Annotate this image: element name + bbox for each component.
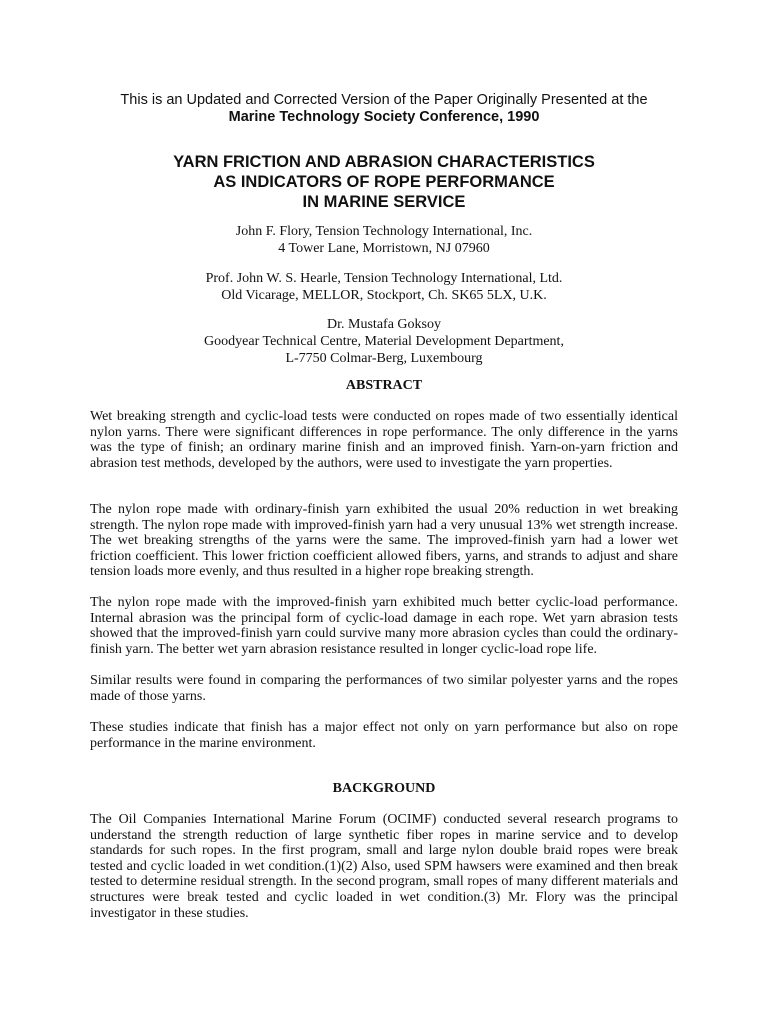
abstract-paragraph-3: The nylon rope made with the improved-finish yarn exhibited much better cyclic-load performance. Internal abrasion was the principal form of cyclic-load damage in each rope. Wet yarn abrasion tests showed that the improved-finish yarn could survive many more abrasion cycles than could the ordinary-finish yarn. The better wet yarn abrasion resistance resulted in longer cyclic-load rope life. [90,595,678,657]
abstract-paragraph-5: These studies indicate that finish has a major effect not only on yarn performance but also on rope performance in the marine environment. [90,720,678,751]
author-block-goksoy [0,316,768,367]
author-name-affiliation: Prof. John W. S. Hearle, Tension Technology International, Ltd. [205,271,563,286]
abstract-heading: ABSTRACT [345,378,423,393]
intro-note: This is an Updated and Corrected Version of the Paper Originally Presented at the [120,92,648,108]
author-block-flory [0,223,768,257]
author-name-affiliation: John F. Flory, Tension Technology International, Inc. [235,224,533,239]
background-heading: BACKGROUND [332,781,436,796]
abstract-paragraph-4: Similar results were found in comparing the performances of two similar polyester yarns and the ropes made of those yarns. [90,673,678,704]
background-paragraph-1: The Oil Companies International Marine Forum (OCIMF) conducted several research programs to understand the strength reduction of large synthetic fiber ropes in marine service and to develop standards for such ropes. In the first program, small and large nylon double braid ropes were break tested and cyclic loaded in wet condition.(1)(2) Also, used SPM hawsers were examined and then break tested to determine residual strength. In the second program, small ropes of many different materials and structures were break tested and cyclic loaded in wet condition.(3) Mr. Flory was the principal investigator in these studies. [90,812,678,921]
author-address: L-7750 Colmar-Berg, Luxembourg [285,351,483,366]
title-line-1: YARN FRICTION AND ABRASION CHARACTERISTICS [173,153,595,171]
abstract-paragraph-2: The nylon rope made with ordinary-finish yarn exhibited the usual 20% reduction in wet breaking strength. The nylon rope made with improved-finish yarn had a very unusual 13% wet strength increase. The wet breaking strengths of the yarns were the same. The improved-finish yarn had a lower wet friction coefficient. This lower friction coefficient allowed fibers, yarns, and strands to adjust and share tension loads more evenly, and thus resulted in a higher rope breaking strength. [90,502,678,580]
author-address: 4 Tower Lane, Morristown, NJ 07960 [278,241,490,256]
title-line-3: IN MARINE SERVICE [302,193,466,211]
paper-title [0,152,768,212]
title-line-2: AS INDICATORS OF ROPE PERFORMANCE [213,173,555,191]
author-address: Old Vicarage, MELLOR, Stockport, Ch. SK65 5LX, U.K. [221,288,547,303]
conference-name: Marine Technology Society Conference, 1990 [228,109,540,125]
author-block-hearle [0,270,768,304]
abstract-paragraph-1: Wet breaking strength and cyclic-load tests were conducted on ropes made of two essentially identical nylon yarns. There were significant differences in rope performance. The only difference in the yarns was the type of finish; an ordinary marine finish and an improved finish. Yarn-on-yarn friction and abrasion test methods, developed by the authors, were used to investigate the yarn properties. [90,409,678,471]
author-name: Dr. Mustafa Goksoy [327,317,441,332]
author-affiliation: Goodyear Technical Centre, Material Development Department, [204,334,564,349]
